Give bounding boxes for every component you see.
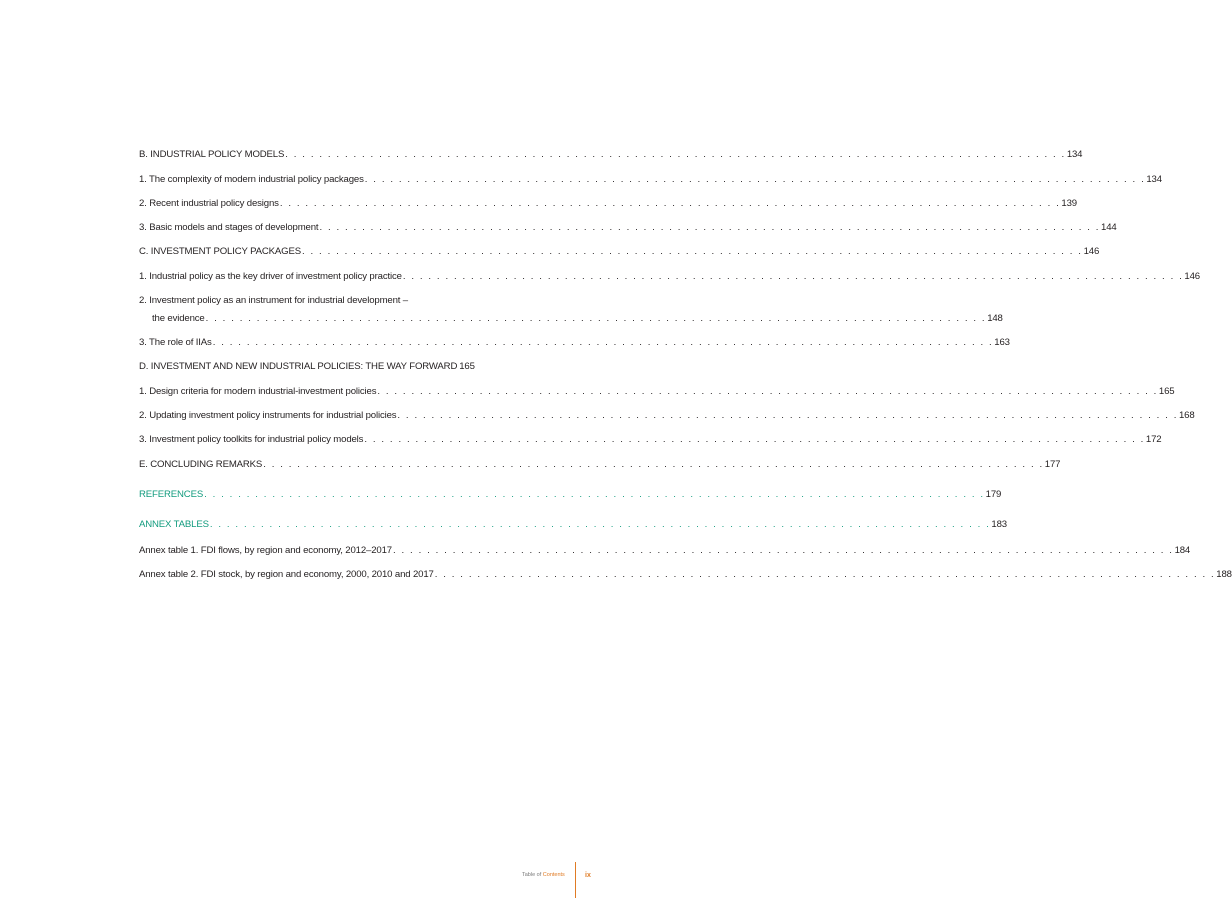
- toc-entry[interactable]: [139, 149, 1083, 161]
- toc-entry[interactable]: [139, 410, 1195, 422]
- dot-leader: . . . . . . . . . . . . . . . . . . . . . . . . . . . . . . . . . . . . . . . . . . . . . . . . . . . . . . . . . . . . . . . . . . . . . . . . . . . . . . . . . . . . . . . . . . . .: [392, 545, 1174, 556]
- toc-entry-page: 168: [1178, 410, 1195, 421]
- toc-entry-label: 1. Design criteria for modern industrial-investment policies: [139, 386, 377, 397]
- page-number: ix: [585, 872, 591, 879]
- toc-entry-page: 177: [1044, 459, 1061, 470]
- toc-entry-page: 134: [1066, 149, 1083, 160]
- toc-entry-label: 1. Industrial policy as the key driver of investment policy practice: [139, 271, 402, 282]
- dot-leader: . . . . . . . . . . . . . . . . . . . . . . . . . . . . . . . . . . . . . . . . . . . . . . . . . . . . . . . . . . . . . . . . . . . . . . . . . . . . . . . . . . . . . . . . . . . .: [364, 434, 1145, 445]
- toc-entry-label: 2. Updating investment policy instruments for industrial policies: [139, 410, 397, 421]
- toc-entry[interactable]: [139, 271, 1200, 283]
- toc-entry-label: Annex table 2. FDI stock, by region and economy, 2000, 2010 and 2017: [139, 569, 434, 580]
- toc-entry-page: 188: [1216, 569, 1232, 580]
- toc-entry-label: 1. The complexity of modern industrial policy packages: [139, 174, 364, 185]
- dot-leader: . . . . . . . . . . . . . . . . . . . . . . . . . . . . . . . . . . . . . . . . . . . . . . . . . . . . . . . . . . . . . . . . . . . . . . . . . . . . . . . . . . . . . . . . . . . .: [302, 246, 1083, 257]
- dot-leader: . . . . . . . . . . . . . . . . . . . . . . . . . . . . . . . . . . . . . . . . . . . . . . . . . . . . . . . . . . . . . . . . . . . . . . . . . . . . . . . . . . . . . . . . . . . .: [209, 519, 991, 530]
- dot-leader: . . . . . . . . . . . . . . . . . . . . . . . . . . . . . . . . . . . . . . . . . . . . . . . . . . . . . . . . . . . . . . . . . . . . . . . . . . . . . . . . . . . . . . . . . . . .: [397, 410, 1178, 421]
- toc-entry-label: 3. Basic models and stages of development: [139, 222, 319, 233]
- toc-entry-page: 148: [987, 313, 1003, 324]
- toc-entry[interactable]: [139, 545, 1191, 557]
- toc-entry-page: 183: [991, 519, 1007, 530]
- toc-entry[interactable]: [139, 246, 1100, 258]
- toc-entry[interactable]: [139, 295, 1003, 325]
- toc-entry-page: 172: [1145, 434, 1162, 445]
- toc-entry-label: 2. Recent industrial policy designs: [139, 198, 279, 209]
- toc-entry-label: 2. Investment policy as an instrument for industrial development –: [139, 295, 408, 306]
- toc-entry-page: 165: [1158, 386, 1175, 397]
- toc-entry[interactable]: [139, 222, 1117, 234]
- toc-entry[interactable]: [139, 174, 1162, 186]
- dot-leader: . . . . . . . . . . . . . . . . . . . . . . . . . . . . . . . . . . . . . . . . . . . . . . . . . . . . . . . . . . . . . . . . . . . . . . . . . . . . . . . . . . . . . . . . . . . .: [319, 222, 1101, 233]
- toc-entry-page: 139: [1061, 198, 1077, 209]
- toc-entry-label: ANNEX TABLES: [139, 519, 209, 530]
- toc-entry-page: 163: [994, 337, 1010, 348]
- dot-leader: . . . . . . . . . . . . . . . . . . . . . . . . . . . . . . . . . . . . . . . . . . . . . . . . . . . . . . . . . . . . . . . . . . . . . . . . . . . . . . . . . . . . . . . . . . . .: [402, 271, 1184, 282]
- toc-entry[interactable]: [139, 337, 1010, 349]
- toc-entry-page: 165: [459, 361, 475, 372]
- footer-label-accent: Contents: [542, 872, 565, 878]
- toc-entry-page: 184: [1174, 545, 1191, 556]
- toc-entry-label: REFERENCES: [139, 489, 204, 500]
- toc-entry[interactable]: [139, 459, 1061, 471]
- toc-entry-label: 3. The role of IIAs: [139, 337, 212, 348]
- toc-entry-label: D. INVESTMENT AND NEW INDUSTRIAL POLICIES: THE WAY FORWARD: [139, 361, 458, 372]
- toc-entry-page: 179: [985, 489, 1002, 500]
- dot-leader: . . . . . . . . . . . . . . . . . . . . . . . . . . . . . . . . . . . . . . . . . . . . . . . . . . . . . . . . . . . . . . . . . . . . . . . . . . . . . . . . . . . . . . . . . . . .: [285, 149, 1066, 160]
- dot-leader: . . . . . . . . . . . . . . . . . . . . . . . . . . . . . . . . . . . . . . . . . . . . . . . . . . . . . . . . . . . . . . . . . . . . . . . . . . . . . . . . . . . . . . . . . . . .: [263, 459, 1044, 470]
- dot-leader: . . . . . . . . . . . . . . . . . . . . . . . . . . . . . . . . . . . . . . . . . . . . . . . . . . . . . . . . . . . . . . . . . . . . . . . . . . . . . . . . . . . . . . . . . . . .: [377, 386, 1158, 397]
- toc-entry-label: E. CONCLUDING REMARKS: [139, 459, 263, 470]
- toc-entry-label: B. INDUSTRIAL POLICY MODELS: [139, 149, 285, 160]
- toc-entry[interactable]: [139, 434, 1162, 446]
- toc-entry-page: 134: [1146, 174, 1162, 185]
- toc-entry[interactable]: [139, 489, 1002, 501]
- dot-leader: . . . . . . . . . . . . . . . . . . . . . . . . . . . . . . . . . . . . . . . . . . . . . . . . . . . . . . . . . . . . . . . . . . . . . . . . . . . . . . . . . . . . . . . . . . . .: [364, 174, 1146, 185]
- toc-entry[interactable]: [139, 198, 1077, 210]
- footer-label: [522, 872, 565, 878]
- toc-entry-page: 144: [1101, 222, 1117, 233]
- dot-leader: . . . . . . . . . . . . . . . . . . . . . . . . . . . . . . . . . . . . . . . . . . . . . . . . . . . . . . . . . . . . . . . . . . . . . . . . . . . . . . . . . . . . . . . . . . . .: [212, 337, 994, 348]
- toc-entry[interactable]: [139, 361, 475, 373]
- dot-leader: . . . . . . . . . . . . . . . . . . . . . . . . . . . . . . . . . . . . . . . . . . . . . . . . . . . . . . . . . . . . . . . . . . . . . . . . . . . . . . . . . . . . . . . . . . . .: [204, 489, 985, 500]
- dot-leader: . . . . . . . . . . . . . . . . . . . . . . . . . . . . . . . . . . . . . . . . . . . . . . . . . . . . . . . . . . . . . . . . . . . . . . . . . . . . . . . . . . . . . . . . . . . .: [205, 313, 987, 324]
- toc-entry-page: 146: [1184, 271, 1200, 282]
- dot-leader: . . . . . . . . . . . . . . . . . . . . . . . . . . . . . . . . . . . . . . . . . . . . . . . . . . . . . . . . . . . . . . . . . . . . . . . . . . . . . . . . . . . . . . . . . . . .: [279, 198, 1061, 209]
- toc-entry[interactable]: [139, 386, 1175, 398]
- footer-divider: [575, 862, 576, 898]
- toc-entry-label: Annex table 1. FDI flows, by region and economy, 2012–2017: [139, 545, 392, 556]
- toc-entry[interactable]: [139, 519, 1007, 531]
- toc-entry[interactable]: [139, 569, 1232, 581]
- toc-entry-page: 146: [1083, 246, 1100, 257]
- footer-label-prefix: Table of: [522, 872, 542, 878]
- toc-entry-label: 3. Investment policy toolkits for industrial policy models: [139, 434, 364, 445]
- dot-leader: . . . . . . . . . . . . . . . . . . . . . . . . . . . . . . . . . . . . . . . . . . . . . . . . . . . . . . . . . . . . . . . . . . . . . . . . . . . . . . . . . . . . . . . . . . . .: [434, 569, 1216, 580]
- toc-entry-label-continued: the evidence: [152, 313, 205, 324]
- toc-entry-label: C. INVESTMENT POLICY PACKAGES: [139, 246, 301, 257]
